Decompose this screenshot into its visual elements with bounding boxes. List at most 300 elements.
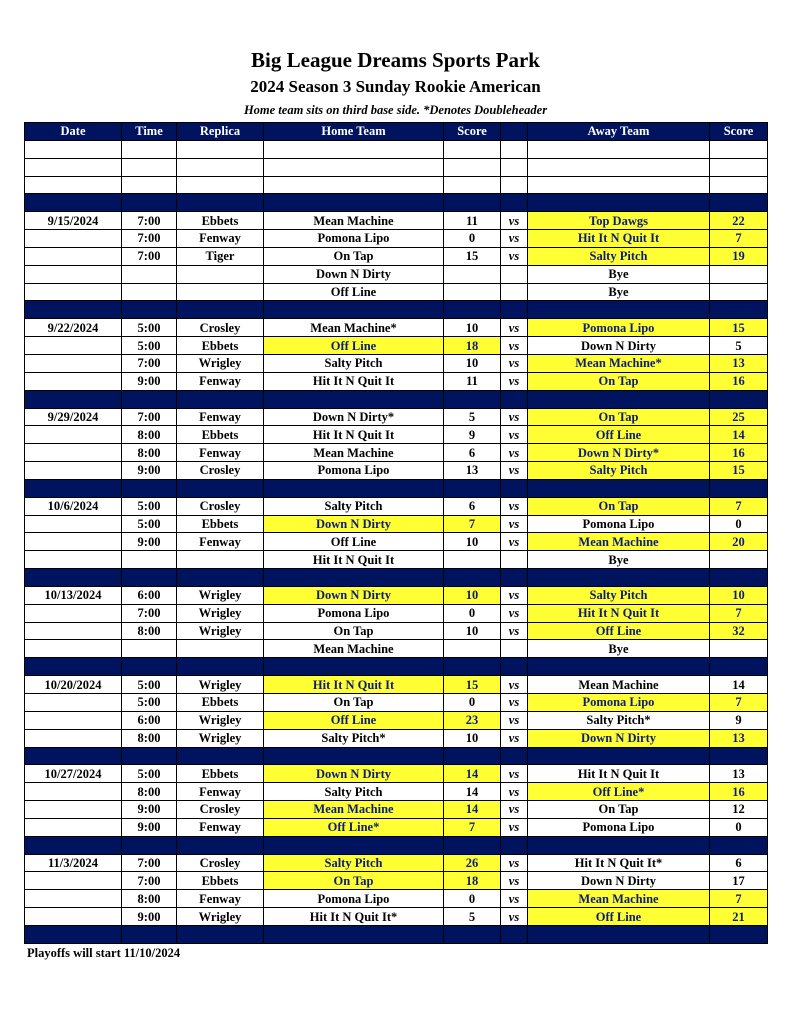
away-team: On Tap bbox=[528, 372, 710, 390]
schedule-table bbox=[24, 122, 768, 944]
game-date: 9/29/2024 bbox=[25, 408, 122, 426]
game-replica-field: Wrigley bbox=[177, 908, 264, 926]
blank-cell bbox=[177, 158, 264, 176]
page-title: Big League Dreams Sports Park bbox=[251, 48, 540, 72]
game-time: 9:00 bbox=[122, 372, 177, 390]
separator-cell bbox=[25, 390, 122, 408]
col-header-replica: Replica bbox=[177, 123, 264, 141]
home-team: Down N Dirty bbox=[264, 765, 444, 783]
home-team: Off Line bbox=[264, 711, 444, 729]
vs-label: vs bbox=[501, 462, 528, 480]
vs-label: vs bbox=[501, 622, 528, 640]
game-replica-field bbox=[177, 283, 264, 301]
game-date: 10/6/2024 bbox=[25, 497, 122, 515]
blank-cell bbox=[264, 176, 444, 194]
away-score: 13 bbox=[710, 729, 768, 747]
game-time bbox=[122, 640, 177, 658]
header-row bbox=[25, 123, 768, 141]
game-row bbox=[25, 515, 768, 533]
away-team: Salty Pitch bbox=[528, 462, 710, 480]
game-row bbox=[25, 676, 768, 694]
away-team: Pomona Lipo bbox=[528, 319, 710, 337]
away-team: Mean Machine bbox=[528, 533, 710, 551]
away-score: 16 bbox=[710, 444, 768, 462]
game-replica-field bbox=[177, 640, 264, 658]
vs-label: vs bbox=[501, 765, 528, 783]
game-replica-field: Fenway bbox=[177, 372, 264, 390]
game-date bbox=[25, 711, 122, 729]
vs-label: vs bbox=[501, 444, 528, 462]
separator-cell bbox=[444, 836, 501, 854]
separator-cell bbox=[444, 569, 501, 587]
bye-row bbox=[25, 283, 768, 301]
blank-cell bbox=[25, 158, 122, 176]
game-date bbox=[25, 783, 122, 801]
home-score: 5 bbox=[444, 408, 501, 426]
home-score bbox=[444, 640, 501, 658]
game-time: 7:00 bbox=[122, 872, 177, 890]
away-score: 22 bbox=[710, 212, 768, 230]
separator-cell bbox=[264, 836, 444, 854]
separator-cell bbox=[25, 747, 122, 765]
away-score bbox=[710, 265, 768, 283]
away-team: Off Line* bbox=[528, 783, 710, 801]
game-time bbox=[122, 265, 177, 283]
game-replica-field: Fenway bbox=[177, 783, 264, 801]
game-date bbox=[25, 694, 122, 712]
game-time: 7:00 bbox=[122, 408, 177, 426]
away-team: Pomona Lipo bbox=[528, 818, 710, 836]
game-replica-field: Crosley bbox=[177, 319, 264, 337]
game-replica-field bbox=[177, 551, 264, 569]
home-team: Mean Machine bbox=[264, 801, 444, 819]
vs-label: vs bbox=[501, 515, 528, 533]
game-time: 9:00 bbox=[122, 462, 177, 480]
separator-cell bbox=[25, 925, 122, 943]
away-team: Mean Machine* bbox=[528, 354, 710, 372]
game-date bbox=[25, 372, 122, 390]
game-replica-field: Ebbets bbox=[177, 426, 264, 444]
away-score: 21 bbox=[710, 908, 768, 926]
separator-cell bbox=[122, 925, 177, 943]
bye-row bbox=[25, 640, 768, 658]
game-date bbox=[25, 640, 122, 658]
separator-cell bbox=[177, 658, 264, 676]
separator-cell bbox=[501, 658, 528, 676]
home-team: On Tap bbox=[264, 694, 444, 712]
separator-cell bbox=[25, 658, 122, 676]
blank-row bbox=[25, 176, 768, 194]
vs-label: vs bbox=[501, 230, 528, 248]
game-date bbox=[25, 444, 122, 462]
vs-label: vs bbox=[501, 694, 528, 712]
game-row bbox=[25, 908, 768, 926]
away-team: Down N Dirty* bbox=[528, 444, 710, 462]
away-team: On Tap bbox=[528, 497, 710, 515]
separator-cell bbox=[528, 194, 710, 212]
away-score: 16 bbox=[710, 783, 768, 801]
away-team: Down N Dirty bbox=[528, 872, 710, 890]
game-date: 9/22/2024 bbox=[25, 319, 122, 337]
separator-cell bbox=[528, 301, 710, 319]
game-date bbox=[25, 551, 122, 569]
game-time: 8:00 bbox=[122, 783, 177, 801]
blank-cell bbox=[264, 140, 444, 158]
away-team: Pomona Lipo bbox=[528, 515, 710, 533]
game-date bbox=[25, 604, 122, 622]
vs-label: vs bbox=[501, 872, 528, 890]
vs-label bbox=[501, 265, 528, 283]
separator-cell bbox=[122, 194, 177, 212]
separator-cell bbox=[25, 569, 122, 587]
separator-cell bbox=[710, 747, 768, 765]
game-time: 7:00 bbox=[122, 230, 177, 248]
away-team: On Tap bbox=[528, 801, 710, 819]
week-separator bbox=[25, 194, 768, 212]
game-time: 9:00 bbox=[122, 818, 177, 836]
home-score: 10 bbox=[444, 729, 501, 747]
separator-cell bbox=[264, 658, 444, 676]
away-score bbox=[710, 283, 768, 301]
col-header-date: Date bbox=[25, 123, 122, 141]
game-replica-field: Ebbets bbox=[177, 212, 264, 230]
vs-label: vs bbox=[501, 676, 528, 694]
blank-cell bbox=[25, 176, 122, 194]
vs-label: vs bbox=[501, 319, 528, 337]
game-date: 10/20/2024 bbox=[25, 676, 122, 694]
separator-cell bbox=[264, 747, 444, 765]
away-team: Top Dawgs bbox=[528, 212, 710, 230]
away-score: 17 bbox=[710, 872, 768, 890]
game-row bbox=[25, 622, 768, 640]
away-score: 25 bbox=[710, 408, 768, 426]
game-date bbox=[25, 622, 122, 640]
away-team: On Tap bbox=[528, 408, 710, 426]
week-separator bbox=[25, 569, 768, 587]
separator-cell bbox=[264, 479, 444, 497]
separator-cell bbox=[264, 194, 444, 212]
away-team: Off Line bbox=[528, 622, 710, 640]
game-time: 5:00 bbox=[122, 319, 177, 337]
game-replica-field: Crosley bbox=[177, 854, 264, 872]
game-time: 5:00 bbox=[122, 337, 177, 355]
game-row bbox=[25, 426, 768, 444]
home-score bbox=[444, 551, 501, 569]
home-score: 15 bbox=[444, 676, 501, 694]
vs-label: vs bbox=[501, 497, 528, 515]
game-replica-field: Fenway bbox=[177, 408, 264, 426]
game-replica-field: Ebbets bbox=[177, 872, 264, 890]
game-date bbox=[25, 337, 122, 355]
game-replica-field: Crosley bbox=[177, 801, 264, 819]
home-score: 10 bbox=[444, 533, 501, 551]
home-team: Hit It N Quit It bbox=[264, 426, 444, 444]
home-score bbox=[444, 283, 501, 301]
game-row bbox=[25, 337, 768, 355]
vs-label: vs bbox=[501, 426, 528, 444]
home-team: Salty Pitch* bbox=[264, 729, 444, 747]
game-replica-field: Fenway bbox=[177, 533, 264, 551]
vs-label: vs bbox=[501, 337, 528, 355]
blank-cell bbox=[528, 158, 710, 176]
game-time: 5:00 bbox=[122, 676, 177, 694]
game-row bbox=[25, 354, 768, 372]
game-row bbox=[25, 212, 768, 230]
separator-cell bbox=[501, 747, 528, 765]
bye-label: Bye bbox=[528, 283, 710, 301]
vs-label bbox=[501, 283, 528, 301]
game-replica-field: Wrigley bbox=[177, 729, 264, 747]
blank-row bbox=[25, 140, 768, 158]
blank-cell bbox=[501, 158, 528, 176]
game-replica-field: Ebbets bbox=[177, 694, 264, 712]
away-score: 9 bbox=[710, 711, 768, 729]
home-team: Down N Dirty bbox=[264, 586, 444, 604]
separator-cell bbox=[444, 747, 501, 765]
game-time: 9:00 bbox=[122, 801, 177, 819]
game-row bbox=[25, 462, 768, 480]
vs-label: vs bbox=[501, 604, 528, 622]
game-replica-field: Crosley bbox=[177, 497, 264, 515]
game-date: 9/15/2024 bbox=[25, 212, 122, 230]
game-time: 7:00 bbox=[122, 212, 177, 230]
game-time: 5:00 bbox=[122, 694, 177, 712]
separator-cell bbox=[501, 569, 528, 587]
blank-cell bbox=[528, 176, 710, 194]
week-separator bbox=[25, 301, 768, 319]
home-team: On Tap bbox=[264, 622, 444, 640]
game-row bbox=[25, 801, 768, 819]
away-score: 13 bbox=[710, 765, 768, 783]
game-time: 7:00 bbox=[122, 247, 177, 265]
game-time: 5:00 bbox=[122, 765, 177, 783]
col-header-home-score: Score bbox=[444, 123, 501, 141]
game-date bbox=[25, 426, 122, 444]
separator-cell bbox=[177, 925, 264, 943]
away-team: Hit It N Quit It bbox=[528, 604, 710, 622]
separator-cell bbox=[122, 747, 177, 765]
home-team: Hit It N Quit It bbox=[264, 372, 444, 390]
separator-cell bbox=[444, 658, 501, 676]
home-score: 6 bbox=[444, 444, 501, 462]
vs-label: vs bbox=[501, 372, 528, 390]
separator-cell bbox=[710, 836, 768, 854]
separator-cell bbox=[528, 569, 710, 587]
home-team: Mean Machine bbox=[264, 444, 444, 462]
home-score: 10 bbox=[444, 622, 501, 640]
home-team: Down N Dirty bbox=[264, 265, 444, 283]
away-score: 7 bbox=[710, 604, 768, 622]
game-row bbox=[25, 890, 768, 908]
game-date bbox=[25, 818, 122, 836]
game-row bbox=[25, 230, 768, 248]
home-score: 23 bbox=[444, 711, 501, 729]
home-score: 15 bbox=[444, 247, 501, 265]
game-date bbox=[25, 890, 122, 908]
home-team: Hit It N Quit It* bbox=[264, 908, 444, 926]
game-date bbox=[25, 801, 122, 819]
game-row bbox=[25, 408, 768, 426]
home-team: Off Line bbox=[264, 337, 444, 355]
home-team: Mean Machine* bbox=[264, 319, 444, 337]
vs-label: vs bbox=[501, 783, 528, 801]
separator-cell bbox=[177, 194, 264, 212]
vs-label: vs bbox=[501, 908, 528, 926]
separator-cell bbox=[177, 747, 264, 765]
game-time: 8:00 bbox=[122, 729, 177, 747]
game-time: 8:00 bbox=[122, 444, 177, 462]
away-team: Hit It N Quit It bbox=[528, 765, 710, 783]
game-date: 10/27/2024 bbox=[25, 765, 122, 783]
separator-cell bbox=[177, 390, 264, 408]
game-replica-field: Wrigley bbox=[177, 711, 264, 729]
home-team: Mean Machine bbox=[264, 212, 444, 230]
vs-label: vs bbox=[501, 212, 528, 230]
separator-cell bbox=[444, 194, 501, 212]
col-header-home-team: Home Team bbox=[264, 123, 444, 141]
week-separator bbox=[25, 925, 768, 943]
separator-cell bbox=[122, 569, 177, 587]
game-replica-field: Fenway bbox=[177, 890, 264, 908]
blank-cell bbox=[528, 140, 710, 158]
game-row bbox=[25, 765, 768, 783]
separator-cell bbox=[710, 925, 768, 943]
away-score: 19 bbox=[710, 247, 768, 265]
separator-cell bbox=[177, 301, 264, 319]
blank-cell bbox=[122, 176, 177, 194]
away-score: 12 bbox=[710, 801, 768, 819]
home-score: 18 bbox=[444, 337, 501, 355]
game-row bbox=[25, 711, 768, 729]
away-team: Off Line bbox=[528, 908, 710, 926]
blank-cell bbox=[501, 140, 528, 158]
blank-cell bbox=[122, 140, 177, 158]
blank-row bbox=[25, 158, 768, 176]
away-team: Off Line bbox=[528, 426, 710, 444]
home-score: 11 bbox=[444, 372, 501, 390]
separator-cell bbox=[264, 925, 444, 943]
away-score: 7 bbox=[710, 694, 768, 712]
separator-cell bbox=[444, 390, 501, 408]
vs-label: vs bbox=[501, 801, 528, 819]
game-time: 8:00 bbox=[122, 890, 177, 908]
vs-label: vs bbox=[501, 854, 528, 872]
away-score: 32 bbox=[710, 622, 768, 640]
game-time: 8:00 bbox=[122, 426, 177, 444]
game-replica-field bbox=[177, 265, 264, 283]
home-score: 5 bbox=[444, 908, 501, 926]
bye-label: Bye bbox=[528, 265, 710, 283]
separator-cell bbox=[444, 479, 501, 497]
game-date bbox=[25, 533, 122, 551]
away-team: Mean Machine bbox=[528, 676, 710, 694]
vs-label: vs bbox=[501, 711, 528, 729]
game-replica-field: Ebbets bbox=[177, 337, 264, 355]
game-time: 5:00 bbox=[122, 497, 177, 515]
game-date bbox=[25, 354, 122, 372]
home-score: 0 bbox=[444, 890, 501, 908]
home-score: 11 bbox=[444, 212, 501, 230]
away-team: Salty Pitch* bbox=[528, 711, 710, 729]
game-time: 9:00 bbox=[122, 533, 177, 551]
week-separator bbox=[25, 747, 768, 765]
game-replica-field: Wrigley bbox=[177, 622, 264, 640]
game-replica-field: Wrigley bbox=[177, 676, 264, 694]
home-team: Pomona Lipo bbox=[264, 230, 444, 248]
away-team: Down N Dirty bbox=[528, 729, 710, 747]
separator-cell bbox=[710, 658, 768, 676]
separator-cell bbox=[710, 194, 768, 212]
bye-label: Bye bbox=[528, 640, 710, 658]
blank-cell bbox=[177, 140, 264, 158]
away-team: Salty Pitch bbox=[528, 247, 710, 265]
vs-label bbox=[501, 551, 528, 569]
col-header-time: Time bbox=[122, 123, 177, 141]
home-team: Down N Dirty bbox=[264, 515, 444, 533]
game-time bbox=[122, 551, 177, 569]
bye-row bbox=[25, 265, 768, 283]
separator-cell bbox=[528, 836, 710, 854]
away-score: 5 bbox=[710, 337, 768, 355]
home-team: Pomona Lipo bbox=[264, 462, 444, 480]
home-team: Salty Pitch bbox=[264, 854, 444, 872]
game-replica-field: Wrigley bbox=[177, 354, 264, 372]
home-score: 14 bbox=[444, 765, 501, 783]
away-score: 15 bbox=[710, 319, 768, 337]
separator-cell bbox=[528, 747, 710, 765]
home-score: 13 bbox=[444, 462, 501, 480]
home-team: On Tap bbox=[264, 247, 444, 265]
separator-cell bbox=[122, 658, 177, 676]
separator-cell bbox=[264, 301, 444, 319]
game-row bbox=[25, 694, 768, 712]
game-date bbox=[25, 908, 122, 926]
game-row bbox=[25, 497, 768, 515]
home-score: 26 bbox=[444, 854, 501, 872]
away-score: 13 bbox=[710, 354, 768, 372]
game-time: 6:00 bbox=[122, 711, 177, 729]
away-team: Hit It N Quit It bbox=[528, 230, 710, 248]
separator-cell bbox=[177, 836, 264, 854]
game-row bbox=[25, 783, 768, 801]
vs-label: vs bbox=[501, 818, 528, 836]
separator-cell bbox=[528, 925, 710, 943]
separator-cell bbox=[264, 569, 444, 587]
separator-cell bbox=[528, 479, 710, 497]
blank-cell bbox=[710, 140, 768, 158]
page-subtitle: 2024 Season 3 Sunday Rookie American bbox=[250, 77, 541, 96]
home-score: 14 bbox=[444, 783, 501, 801]
home-team: Off Line bbox=[264, 533, 444, 551]
away-score: 14 bbox=[710, 426, 768, 444]
separator-cell bbox=[25, 301, 122, 319]
game-replica-field: Ebbets bbox=[177, 515, 264, 533]
blank-cell bbox=[710, 158, 768, 176]
game-replica-field: Wrigley bbox=[177, 586, 264, 604]
home-score: 9 bbox=[444, 426, 501, 444]
blank-cell bbox=[25, 140, 122, 158]
away-score: 0 bbox=[710, 515, 768, 533]
game-replica-field: Ebbets bbox=[177, 765, 264, 783]
game-date: 11/3/2024 bbox=[25, 854, 122, 872]
away-team: Mean Machine bbox=[528, 890, 710, 908]
game-row bbox=[25, 372, 768, 390]
game-replica-field: Fenway bbox=[177, 818, 264, 836]
game-replica-field: Tiger bbox=[177, 247, 264, 265]
bye-label: Bye bbox=[528, 551, 710, 569]
game-time bbox=[122, 283, 177, 301]
blank-cell bbox=[501, 176, 528, 194]
